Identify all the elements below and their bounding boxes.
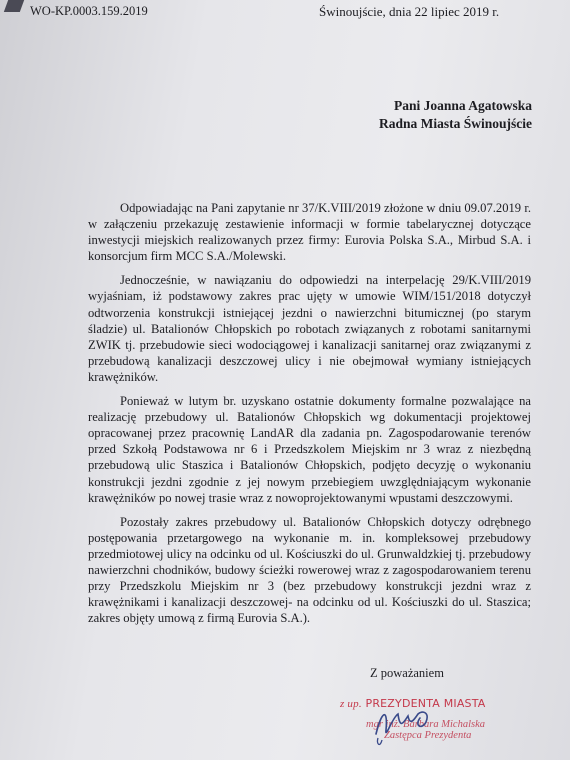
stamp-name: mgr inż. Barbara Michalska [366, 719, 485, 730]
reference-number: WO-KP.0003.159.2019 [30, 4, 148, 18]
handwritten-signature [370, 700, 440, 748]
closing-phrase: Z poważaniem [370, 666, 444, 680]
place-date: Świnoujście, dnia 22 lipiec 2019 r. [319, 4, 500, 19]
stamp-prefix: z up. [340, 698, 362, 710]
recipient-block [379, 97, 532, 133]
paragraph-2: Jednocześnie, w nawiązaniu do odpowiedzi na interpelację 29/K.VIII/2019 wyjaśniam, iż podstawowy zakres prac ujęty w umowie WIM/151/2018 dotyczył odtworzenia konstrukcji istniejącej jezdni o nawierzchni bitumicznej (po starym śladzie) ul. Batalionów Chłopskich po robotach związanych z robotami sanitarnymi ZWIK tj. przebudowie sieci wodociągowej i kanalizacji sanitarnej oraz związanymi z przebudową kanalizacji deszczowej ulicy i nie obejmował wymiany istniejących krawężników. [88, 273, 531, 384]
paragraph-4: Pozostały zakres przebudowy ul. Batalionów Chłopskich dotyczy odrębnego postępowania przetargowego na wykonanie m. in. kompleksowej przebudowy przedmiotowej ulicy na odcinku od ul. Kościuszki do ul. Grunwaldzkiej tj. przebudowy nawierzchni chodników, budowy ścieżki rowerowej wraz z zagospodarowaniem terenu przy Przedszkolu Miejskim nr 3 (bez przebudowy konstrukcji jezdni wraz z krawężnikami i kanalizacji deszczowej- na odcinku od ul. Kościuszki do ul. Staszica; zakres objęty umową z firmą Eurovia S.A.). [88, 514, 531, 626]
letter-body [88, 200, 531, 634]
paper-edge-shadow [4, 0, 24, 12]
recipient-name: Pani Joanna Agatowska [393, 98, 532, 113]
recipient-title: Radna Miasta Świnoujście [378, 116, 532, 131]
paragraph-1: Odpowiadając na Pani zapytanie nr 37/K.VIII/2019 złożone w dniu 09.07.2019 r. w załączeniu przekazuję zestawienie informacji w formie tabelarycznej dotyczące inwestycji miejskich realizowanych przez firmy: Eurovia Polska S.A., Mirbud S.A. i konsorcjum firm MCC S.A./Molewski. [88, 201, 531, 264]
stamp-role: Zastępca Prezydenta [384, 730, 472, 741]
paragraph-3: Ponieważ w lutym br. uzyskano ostatnie dokumenty formalne pozwalające na realizację przebudowy ul. Batalionów Chłopskich wg dokumentacji projektowej opracowanej przez pracownię LandAR dla zadania pn. Zagospodarowanie terenów przed Szkołą Podstawowa nr 6 i Przedszkolem Miejskim nr 3 wraz z niezbędną przebudową ulic Staszica i Batalionów Chłopskich, podjęto decyzję o wykonaniu konstrukcji jezdni zgodnie z jej nowym przebiegiem uwzględniającym wykonanie krawężników po nowej trasie wraz z nowoprojektowanymi wpustami deszczowymi. [88, 394, 531, 505]
stamp-office: PREZYDENTA MIASTA [365, 697, 486, 710]
